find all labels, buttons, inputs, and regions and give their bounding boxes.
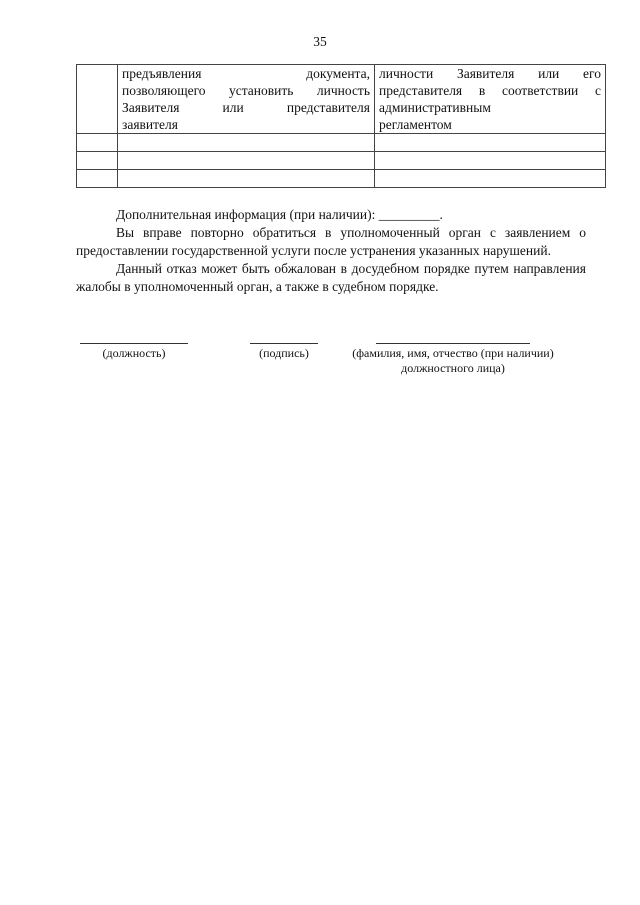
reason-line: позволяющего установить личность xyxy=(122,83,370,98)
table-row xyxy=(77,65,606,134)
table-cell-number xyxy=(77,170,118,188)
reason-line: предъявления документа, xyxy=(122,66,370,81)
signature-block xyxy=(76,335,586,385)
signature-label: (подпись) xyxy=(259,346,309,360)
signature-line xyxy=(250,343,318,344)
body-text xyxy=(76,206,586,296)
table-cell-explanation xyxy=(375,152,606,170)
table-cell-reason xyxy=(118,152,375,170)
table-cell-number xyxy=(77,152,118,170)
explanation-line: личности Заявителя или его xyxy=(379,66,601,81)
table-row xyxy=(77,152,606,170)
position-label: (должность) xyxy=(102,346,166,360)
refusal-reasons-table xyxy=(76,64,606,188)
page-number: 35 xyxy=(313,34,327,49)
position-line xyxy=(80,343,188,344)
table-row xyxy=(77,134,606,152)
name-label-line2: должностного лица) xyxy=(401,361,505,375)
table-cell-reason xyxy=(118,65,375,134)
name-line xyxy=(376,343,530,344)
table-cell-explanation xyxy=(375,170,606,188)
reapply-paragraph: Вы вправе повторно обратиться в уполномоченный орган с заявлением о предоставлении государственной услуги после устранения указанных нарушений. xyxy=(76,225,586,258)
table-row xyxy=(77,170,606,188)
table-cell-reason xyxy=(118,134,375,152)
reason-line: Заявителя или представителя xyxy=(122,100,370,115)
appeal-paragraph: Данный отказ может быть обжалован в досудебном порядке путем направления жалобы в уполномоченный орган, а также в судебном порядке. xyxy=(76,261,586,294)
additional-info-paragraph: Дополнительная информация (при наличии): _________. xyxy=(116,207,443,222)
table-cell-number xyxy=(77,134,118,152)
table-cell-number xyxy=(77,65,118,134)
explanation-line: представителя в соответствии с xyxy=(379,83,601,98)
table-cell-explanation xyxy=(375,65,606,134)
explanation-line: административным xyxy=(379,100,491,115)
name-label xyxy=(338,346,568,376)
reason-line: заявителя xyxy=(122,117,178,132)
name-label-line1: (фамилия, имя, отчество (при наличии) xyxy=(352,346,554,360)
explanation-line: регламентом xyxy=(379,117,452,132)
table-cell-explanation xyxy=(375,134,606,152)
table-cell-reason xyxy=(118,170,375,188)
